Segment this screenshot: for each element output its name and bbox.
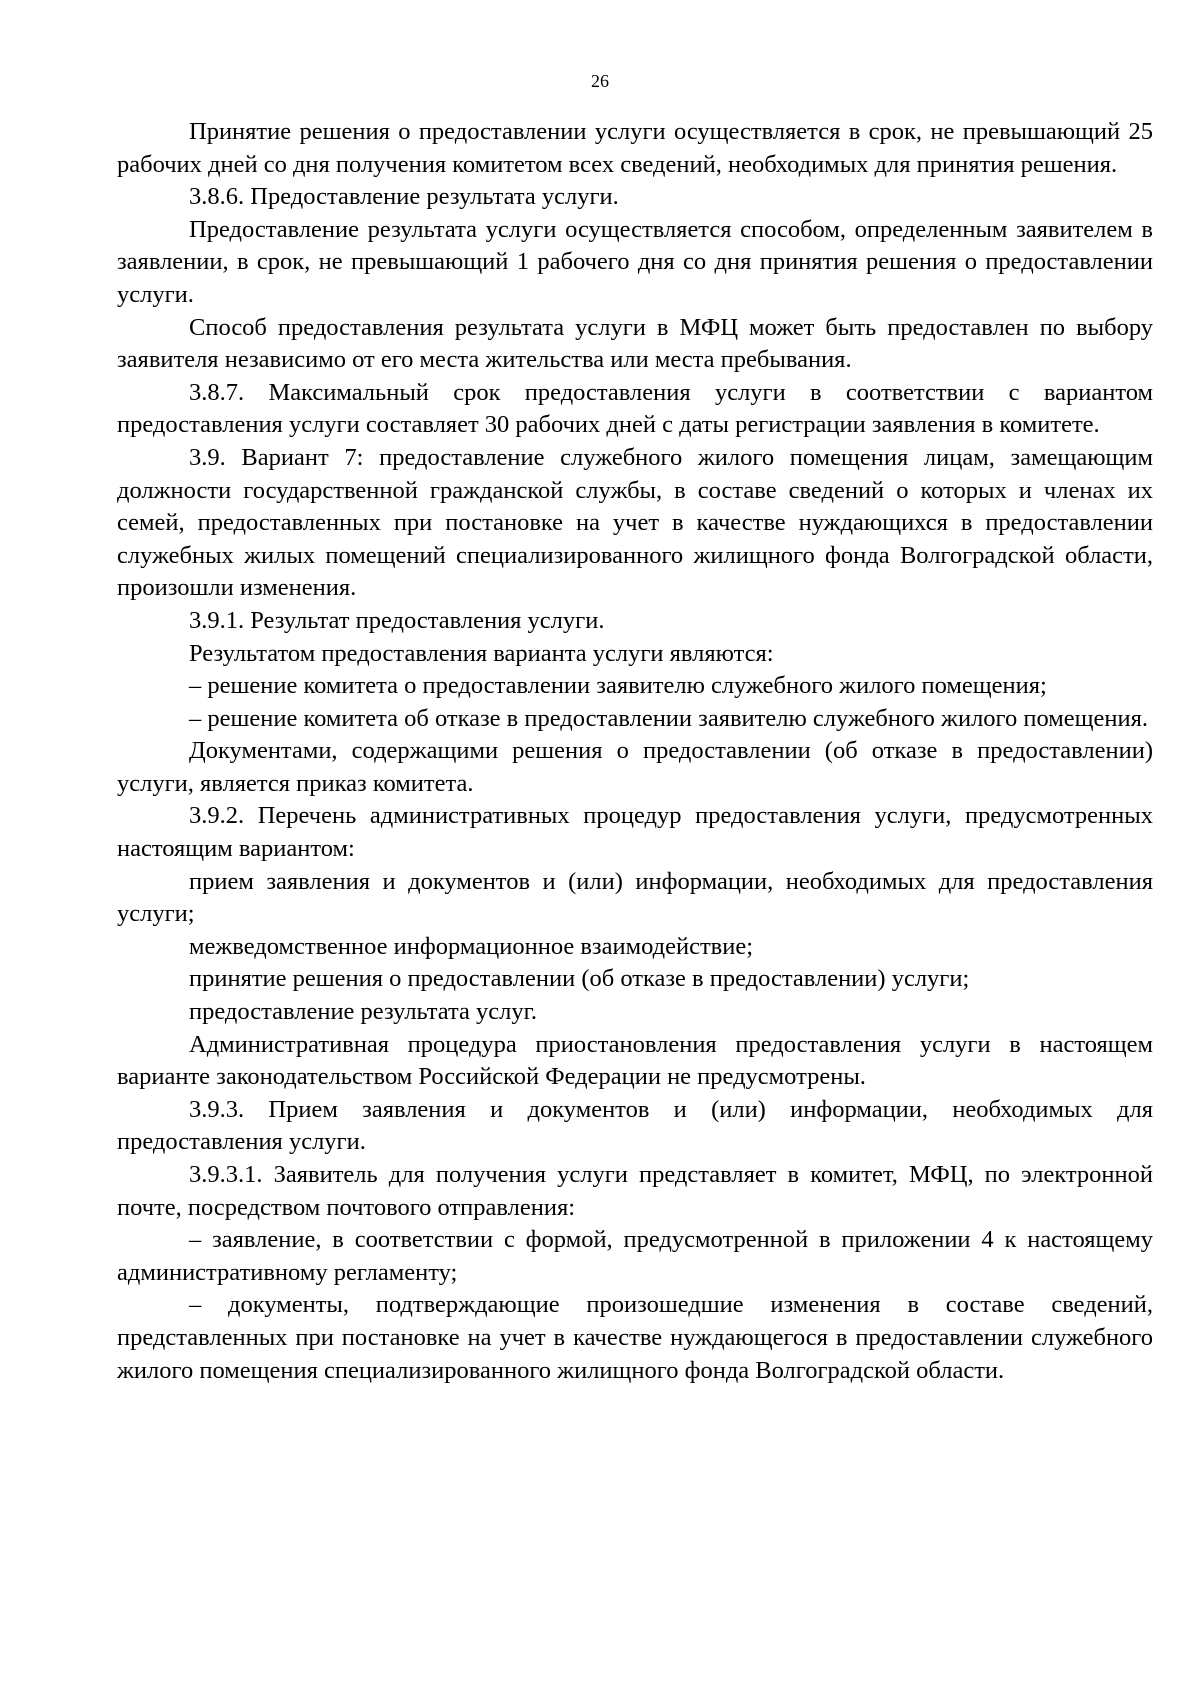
paragraph-result-delivery: Предоставление результата услуги осуществляется способом, определенным заявителем в заявлении, в срок, не превышающий 1 рабочего дня со дня принятия решения о предоставлении услуги.	[117, 215, 1153, 308]
list-item-procedure-result: предоставление результата услуг.	[189, 998, 538, 1026]
list-item-decision-refusal: – решение комитета об отказе в предоставлении заявителю служебного жилого помещения.	[189, 704, 1148, 732]
list-item-procedure-interagency: межведомственное информационное взаимодействие;	[189, 932, 754, 960]
paragraph-3-9-1-heading: 3.9.1. Результат предоставления услуги.	[189, 606, 605, 634]
list-item-decision-grant: – решение комитета о предоставлении заявителю служебного жилого помещения;	[189, 672, 1047, 700]
paragraph-3-8-7-max-term: 3.8.7. Максимальный срок предоставления услуги в соответствии с вариантом предоставления услуги составляет 30 рабочих дней с даты регистрации заявления в комитете.	[117, 378, 1153, 439]
list-item-application-form: – заявление, в соответствии с формой, предусмотренной в приложении 4 к настоящему административному регламенту;	[117, 1226, 1153, 1286]
paragraph-3-9-3-heading: 3.9.3. Прием заявления и документов и (или) информации, необходимых для предоставления услуги.	[117, 1095, 1153, 1156]
document-body	[117, 116, 1153, 1387]
list-item-procedure-intake: прием заявления и документов и (или) информации, необходимых для предоставления услуги;	[117, 867, 1153, 928]
paragraph-suspension-note: Административная процедура приостановления предоставления услуги в настоящем варианте законодательством Российской Федерации не предусмотрены.	[117, 1030, 1153, 1091]
paragraph-3-8-6-heading: 3.8.6. Предоставление результата услуги.	[189, 183, 619, 211]
paragraph-documents-order: Документами, содержащими решения о предоставлении (об отказе в предоставлении) услуги, является приказ комитета.	[117, 737, 1153, 797]
paragraph-decision-deadline: Принятие решения о предоставлении услуги осуществляется в срок, не превышающий 25 рабочих дней со дня получения комитетом всех сведений, необходимых для принятия решения.	[117, 118, 1153, 178]
paragraph-mfc-delivery: Способ предоставления результата услуги в МФЦ может быть предоставлен по выбору заявителя независимо от его места жительства или места пребывания.	[117, 313, 1153, 374]
list-item-supporting-documents: – документы, подтверждающие произошедшие изменения в составе сведений, представленных при постановке на учет в качестве нуждающегося в предоставлении служебного жилого помещения специализированного жилищного фонда Волгоградской области.	[117, 1291, 1153, 1384]
paragraph-3-9-variant-7: 3.9. Вариант 7: предоставление служебного жилого помещения лицам, замещающим должности государственной гражданской службы, в составе сведений о которых и членах их семей, предоставленных при постановке на учет в качестве нуждающихся в предоставлении служебных жилых помещений специализированного жилищного фонда Волгоградской области, произошли изменения.	[117, 443, 1153, 602]
page-number: 26	[591, 71, 609, 91]
list-item-procedure-decision: принятие решения о предоставлении (об отказе в предоставлении) услуги;	[189, 965, 970, 993]
paragraph-results-intro: Результатом предоставления варианта услуги являются:	[189, 639, 774, 667]
paragraph-3-9-2-procedures: 3.9.2. Перечень административных процедур предоставления услуги, предусмотренных настоящим вариантом:	[117, 802, 1153, 863]
paragraph-3-9-3-1-submission: 3.9.3.1. Заявитель для получения услуги представляет в комитет, МФЦ, по электронной почте, посредством почтового отправления:	[117, 1161, 1153, 1221]
